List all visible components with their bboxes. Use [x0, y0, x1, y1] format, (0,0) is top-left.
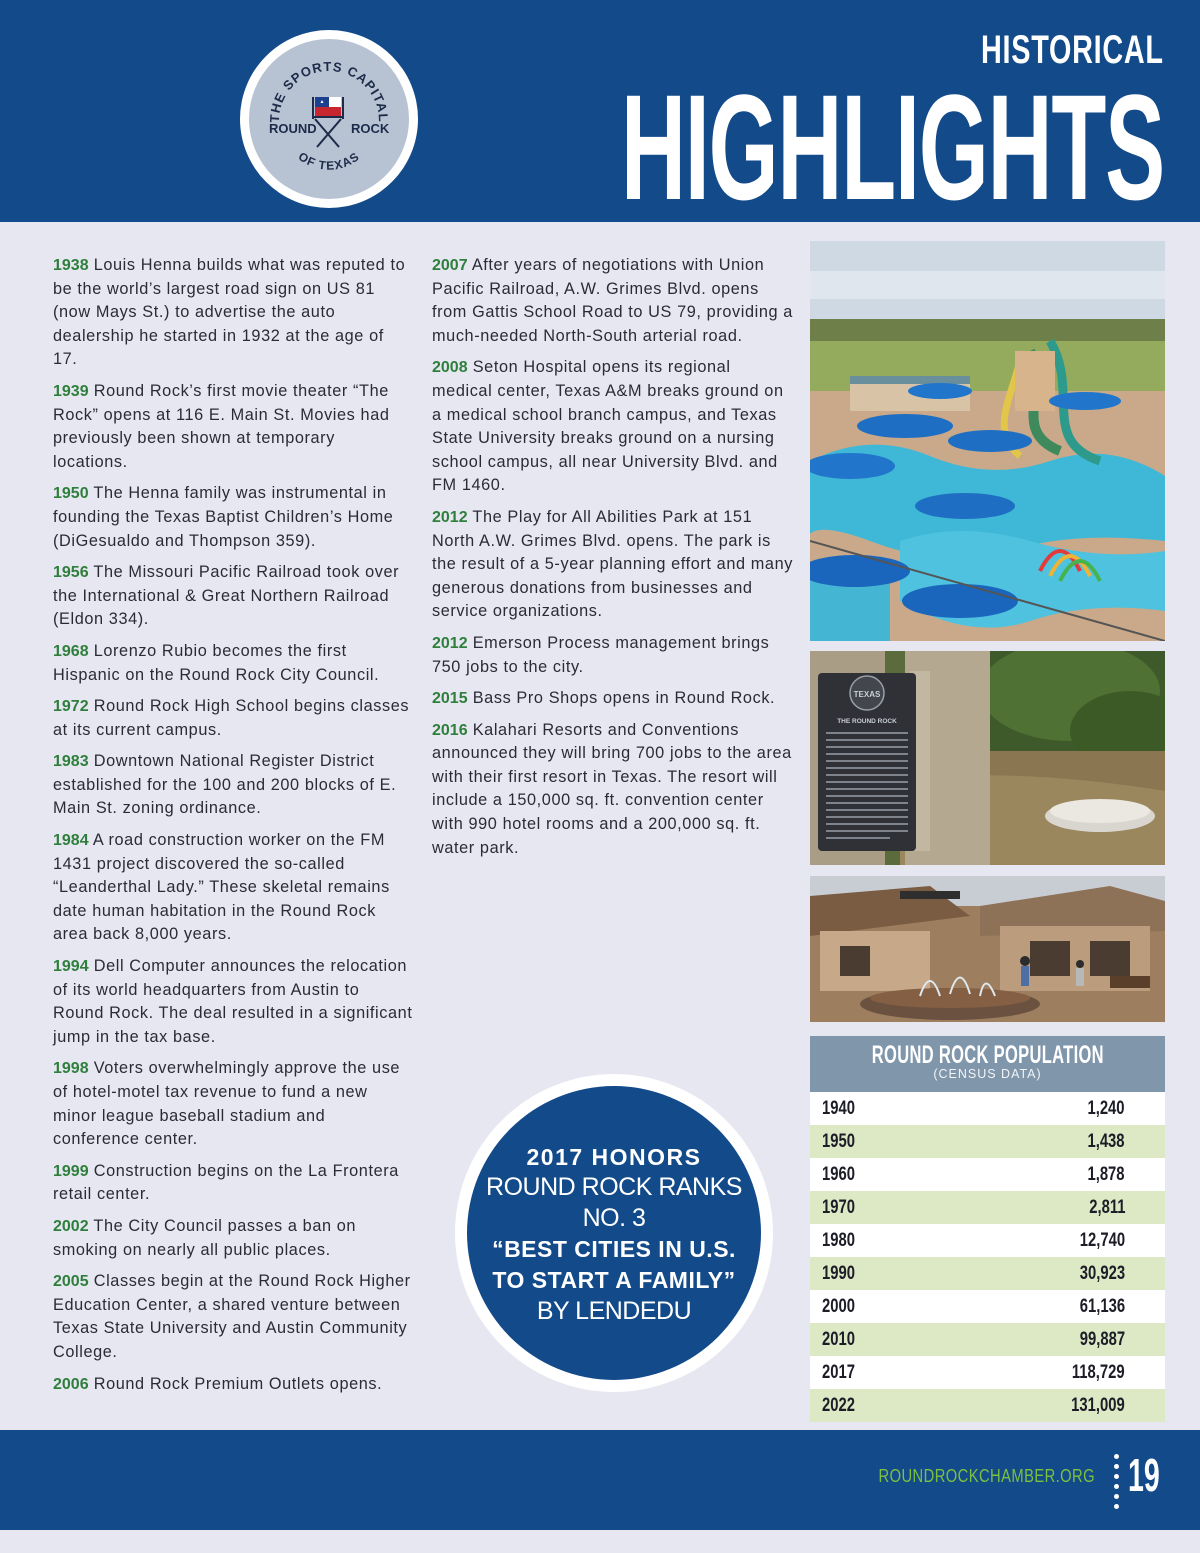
honors-quote: TO START A FAMILY” — [492, 1267, 736, 1293]
logo-right-text: ROCK — [351, 121, 390, 136]
logo-left-text: ROUND — [269, 121, 317, 136]
timeline-entry — [432, 719, 794, 861]
entry-year: 1984 — [53, 832, 89, 850]
timeline-entry — [432, 254, 794, 348]
timeline-entry — [53, 1215, 413, 1262]
timeline-entry — [432, 687, 794, 711]
entry-year: 1983 — [53, 753, 89, 771]
title-highlights: HIGHLIGHTS — [621, 63, 1164, 231]
entry-text: Construction begins on the La Frontera retail center. — [53, 1161, 399, 1204]
timeline-entry — [432, 356, 794, 498]
marker-seal-text: TEXAS — [853, 690, 881, 699]
entry-year: 1972 — [53, 698, 89, 716]
entry-text: Classes begin at the Round Rock Higher Education Center, a shared venture between Texas State University and Austin Community College. — [53, 1272, 411, 1361]
entry-text: Kalahari Resorts and Conventions announced they will bring 700 jobs to the area with their first resort in Texas. The resort will include a 150,000 sq. ft. convention center with 990 hotel rooms and a 200,000 sq. ft. water park. — [432, 720, 792, 857]
population-row — [810, 1257, 1165, 1290]
entry-year: 1968 — [53, 642, 89, 660]
population-year: 1990 — [822, 1262, 855, 1284]
population-year: 1970 — [822, 1196, 855, 1218]
timeline-entry — [53, 1270, 413, 1364]
honors-line: ROUND ROCK RANKS — [486, 1173, 742, 1201]
entry-year: 2008 — [432, 359, 468, 377]
page-number: 19 — [1128, 1449, 1160, 1501]
historic-marker-photo — [810, 651, 1165, 865]
population-value: 1,878 — [1087, 1163, 1125, 1185]
entry-year: 2007 — [432, 257, 468, 274]
entry-text: Round Rock Premium Outlets opens. — [88, 1374, 383, 1393]
title-historical: HISTORICAL — [981, 28, 1164, 72]
honors-badge — [467, 1086, 761, 1380]
entry-year: 2006 — [53, 1375, 89, 1393]
population-value: 99,887 — [1079, 1328, 1125, 1350]
timeline-entry — [432, 632, 794, 679]
honors-source: BY LENDEDU — [536, 1297, 692, 1325]
logo-top-text: THE SPORTS CAPITAL — [266, 58, 392, 123]
entry-year: 2012 — [432, 508, 468, 526]
entry-year: 1999 — [53, 1162, 89, 1180]
population-year: 1980 — [822, 1229, 855, 1251]
population-value: 2,811 — [1088, 1196, 1125, 1218]
entry-year: 1950 — [53, 485, 89, 503]
entry-text: The Henna family was instrumental in founding the Texas Baptist Children’s Home (DiGesualdo and Thompson 359). — [53, 484, 394, 550]
population-year: 1940 — [822, 1097, 855, 1119]
population-value: 61,136 — [1079, 1295, 1125, 1317]
footer-dot-divider — [1114, 1454, 1120, 1514]
historic-marker-image — [810, 651, 1165, 865]
population-year: 2000 — [822, 1295, 855, 1317]
timeline-entry — [53, 1057, 413, 1151]
timeline-entry — [53, 640, 413, 687]
population-table — [810, 1036, 1165, 1422]
entry-year: 1994 — [53, 958, 89, 976]
entry-year: 1939 — [53, 382, 89, 400]
timeline-middle-column — [432, 254, 794, 868]
honors-line: NO. 3 — [582, 1204, 646, 1232]
premium-outlets-image — [810, 876, 1165, 1022]
entry-text: The City Council passes a ban on smoking on nearly all public places. — [53, 1216, 357, 1259]
logo-graphic — [249, 39, 409, 199]
marker-title-text: THE ROUND ROCK — [837, 718, 897, 725]
entry-text: Emerson Process management brings 750 jobs to the city. — [432, 633, 770, 676]
population-row — [810, 1224, 1165, 1257]
entry-text: Voters overwhelmingly approve the use of hotel-motel tax revenue to fund a new minor league baseball stadium and conference center. — [53, 1059, 401, 1149]
entry-year: 1956 — [53, 564, 89, 582]
population-subtitle: (CENSUS DATA) — [933, 1067, 1042, 1081]
entry-text: Dell Computer announces the relocation of its world headquarters from Austin to Round Rock. The deal resulted in a significant jump in the tax base. — [53, 957, 413, 1046]
timeline-entry — [53, 380, 413, 474]
entry-text: The Play for All Abilities Park at 151 North A.W. Grimes Blvd. opens. The park is the result of a 5-year planning effort and many generous donations from businesses and service organizations. — [432, 507, 793, 621]
timeline-entry — [53, 1373, 413, 1397]
entry-text: Bass Pro Shops opens in Round Rock. — [467, 689, 776, 708]
water-park-image — [810, 241, 1165, 641]
entry-text: After years of negotiations with Union Pacific Railroad, A.W. Grimes Blvd. opens from Gattis School Road to US 79, providing a much-needed North-South arterial road. — [432, 256, 793, 345]
entry-text: A road construction worker on the FM 1431 project discovered the so-called “Leanderthal Lady.” These skeletal remains date human habitation in the Round Rock area back 8,000 years. — [53, 831, 390, 944]
entry-year: 2005 — [53, 1273, 89, 1291]
timeline-entry — [53, 695, 413, 742]
population-year: 2022 — [822, 1394, 855, 1416]
timeline-entry — [53, 1160, 413, 1207]
timeline-entry — [53, 829, 413, 947]
entry-text: Downtown National Register District established for the 100 and 200 blocks of E. Main St. zoning ordinance. — [53, 752, 397, 818]
population-row — [810, 1323, 1165, 1356]
population-value: 131,009 — [1071, 1394, 1125, 1416]
chamber-url-link[interactable]: ROUNDROCKCHAMBER.ORG — [878, 1466, 1095, 1486]
population-row — [810, 1158, 1165, 1191]
honors-heading: 2017 HONORS — [526, 1144, 702, 1170]
population-value: 12,740 — [1079, 1229, 1125, 1251]
timeline-entry — [53, 254, 413, 372]
population-row — [810, 1125, 1165, 1158]
population-row — [810, 1290, 1165, 1323]
timeline-entry — [53, 750, 413, 821]
population-year: 2010 — [822, 1328, 855, 1350]
water-park-photo — [810, 241, 1165, 641]
logo-bottom-text: OF TEXAS — [295, 149, 363, 173]
timeline-entry — [53, 561, 413, 632]
entry-year: 2015 — [432, 690, 468, 708]
population-row — [810, 1356, 1165, 1389]
entry-text: Round Rock’s first movie theater “The Rock” opens at 116 E. Main St. Movies had previously been shown at temporary locations. — [53, 381, 390, 471]
population-year: 1960 — [822, 1163, 855, 1185]
population-value: 1,438 — [1087, 1130, 1125, 1152]
population-title: ROUND ROCK POPULATION — [871, 1041, 1104, 1069]
sports-capital-logo — [249, 39, 409, 199]
page-footer — [0, 1430, 1200, 1530]
entry-year: 1998 — [53, 1060, 89, 1078]
population-year: 2017 — [822, 1361, 855, 1383]
timeline-entry — [432, 506, 794, 624]
population-value: 118,729 — [1072, 1361, 1125, 1383]
entry-text: Round Rock High School begins classes at its current campus. — [53, 697, 410, 739]
page-header — [0, 0, 1200, 231]
honors-quote: “BEST CITIES IN U.S. — [492, 1236, 736, 1262]
population-year: 1950 — [822, 1130, 855, 1152]
population-row — [810, 1092, 1165, 1125]
entry-year: 2002 — [53, 1217, 89, 1235]
timeline-left-column — [53, 254, 413, 1404]
timeline-entry — [53, 955, 413, 1049]
entry-year: 1938 — [53, 257, 89, 274]
entry-year: 2016 — [432, 721, 468, 739]
population-value: 30,923 — [1079, 1262, 1125, 1284]
population-row — [810, 1389, 1165, 1422]
entry-text: Seton Hospital opens its regional medical center, Texas A&M breaks ground on a medical school branch campus, and Texas State University breaks ground on a nursing school campus, all near University Blvd. and FM 1460. — [432, 358, 784, 495]
population-table-header — [810, 1036, 1165, 1092]
entry-text: The Missouri Pacific Railroad took over the International & Great Northern Railroad (Eldon 334). — [53, 563, 400, 629]
svg-text:OF TEXAS — [296, 149, 363, 173]
population-value: 1,240 — [1087, 1097, 1125, 1119]
entry-text: Lorenzo Rubio becomes the first Hispanic on the Round Rock City Council. — [53, 641, 380, 684]
population-row — [810, 1191, 1165, 1224]
chair-icon — [313, 97, 343, 147]
timeline-entry — [53, 482, 413, 553]
entry-year: 2012 — [432, 634, 468, 652]
entry-text: Louis Henna builds what was reputed to be the world’s largest road sign on US 81 (now Mays St.) to advertise the auto dealership he started in 1932 at the age of 17. — [53, 256, 406, 369]
premium-outlets-photo — [810, 876, 1165, 1022]
